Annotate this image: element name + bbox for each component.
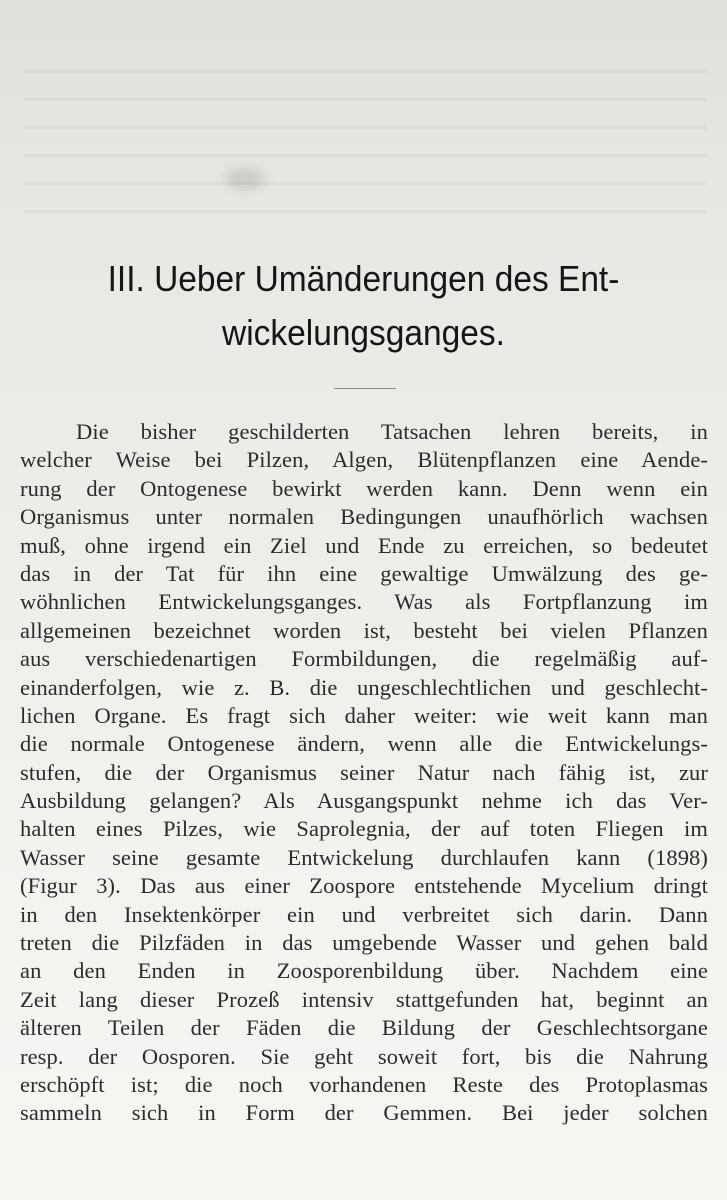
text-line: einanderfolgen, wie z. B. die ungeschlechtlichen und geschlecht- [20, 674, 708, 700]
text-line: (Figur 3). Das aus einer Zoospore entstehende Mycelium dringt [20, 873, 708, 899]
text-line: wöhnlichen Entwickelungsganges. Was als Fortpflanzung im [20, 589, 708, 615]
text-line: lichen Organe. Es fragt sich daher weiter: wie weit kann man [20, 702, 708, 728]
text-line: Ausbildung gelangen? Als Ausgangspunkt nehme ich das Ver- [20, 788, 708, 814]
chapter-heading-line-1: III. Ueber Umänderungen des Ent- [107, 258, 620, 299]
body-paragraph [20, 418, 708, 1128]
text-line: Organismus unter normalen Bedingungen unaufhörlich wachsen [20, 504, 708, 530]
bleed-through-line [24, 126, 707, 129]
bleed-through-line [24, 70, 707, 73]
heading-divider [334, 388, 396, 389]
text-line: an den Enden in Zoosporenbildung über. Nachdem eine [20, 958, 708, 984]
text-line: Wasser seine gesamte Entwickelung durchlaufen kann (1898) [20, 844, 708, 870]
chapter-heading-line-2: wickelungsganges. [222, 312, 505, 353]
text-line: die normale Ontogenese ändern, wenn alle die Entwickelungs- [20, 731, 708, 757]
text-line: treten die Pilzfäden in das umgebende Wasser und gehen bald [20, 930, 708, 956]
text-line: sammeln sich in Form der Gemmen. Bei jeder solchen [20, 1100, 708, 1126]
text-line: erschöpft ist; die noch vorhandenen Reste des Protoplasmas [20, 1071, 708, 1097]
page-smudge [225, 168, 265, 190]
text-line: das in der Tat für ihn eine gewaltige Umwälzung des ge- [20, 560, 708, 586]
text-line: welcher Weise bei Pilzen, Algen, Blütenpflanzen eine Aende- [20, 447, 708, 473]
text-line: rung der Ontogenese bewirkt werden kann. Denn wenn ein [20, 475, 708, 501]
text-line: älteren Teilen der Fäden die Bildung der Geschlechtsorgane [20, 1015, 708, 1041]
text-line: aus verschiedenartigen Formbildungen, die regelmäßig auf- [20, 646, 708, 672]
text-line: Zeit lang dieser Prozeß intensiv stattgefunden hat, beginnt an [20, 986, 708, 1012]
text-line: resp. der Oosporen. Sie geht soweit fort, bis die Nahrung [20, 1043, 708, 1069]
bleed-through-line [24, 98, 707, 101]
text-line: in den Insektenkörper ein und verbreitet sich darin. Dann [20, 901, 708, 927]
text-line: Die bisher geschilderten Tatsachen lehren bereits, in [76, 419, 708, 444]
bleed-through-line [24, 182, 707, 185]
text-line: stufen, die der Organismus seiner Natur nach fähig ist, zur [20, 759, 708, 785]
text-line: muß, ohne irgend ein Ziel und Ende zu erreichen, so bedeutet [20, 532, 708, 558]
text-line: halten eines Pilzes, wie Saprolegnia, der auf toten Fliegen im [20, 816, 708, 842]
text-line: allgemeinen bezeichnet worden ist, besteht bei vielen Pflanzen [20, 617, 708, 643]
bleed-through-line [24, 154, 707, 157]
bleed-through-line [24, 210, 707, 213]
